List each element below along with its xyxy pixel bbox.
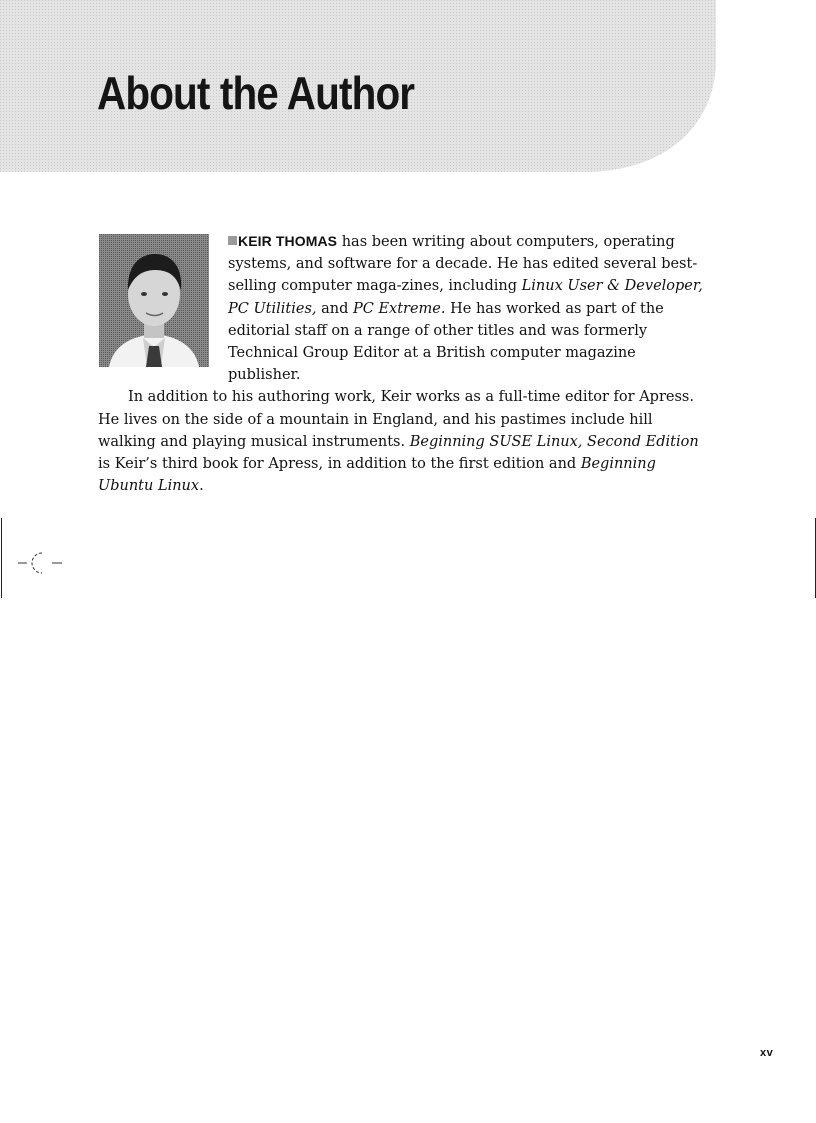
page-number: xv (760, 1047, 774, 1059)
registration-mark-icon (18, 548, 64, 578)
bio-paragraph-2: In addition to his authoring work, Keir works as a full-time editor for Apress. He lives on the side of a mountain in England, and his pastimes include hill walking and playing musical instruments. Beginning SUSE Linux, Second Edition is Keir’s third book for Apress, in addition to the first edition and Beginning Ubuntu Linux. (98, 389, 699, 495)
bullet-square-icon (228, 236, 237, 245)
author-bio (98, 230, 712, 497)
bio-paragraph-1: KEIR THOMAS has been writing about computers, operating systems, and software for a decade. He has edited several best-selling computer maga-zines, including Linux User & Developer, PC Utilities, and PC Extreme. He has worked as part of the editorial staff on a range of other titles and was formerly Technical Group Editor at a British computer magazine publisher. (228, 233, 703, 384)
author-name: KEIR THOMAS (238, 233, 338, 249)
left-margin-mark (1, 518, 2, 598)
page-title: About the Author (97, 67, 415, 119)
